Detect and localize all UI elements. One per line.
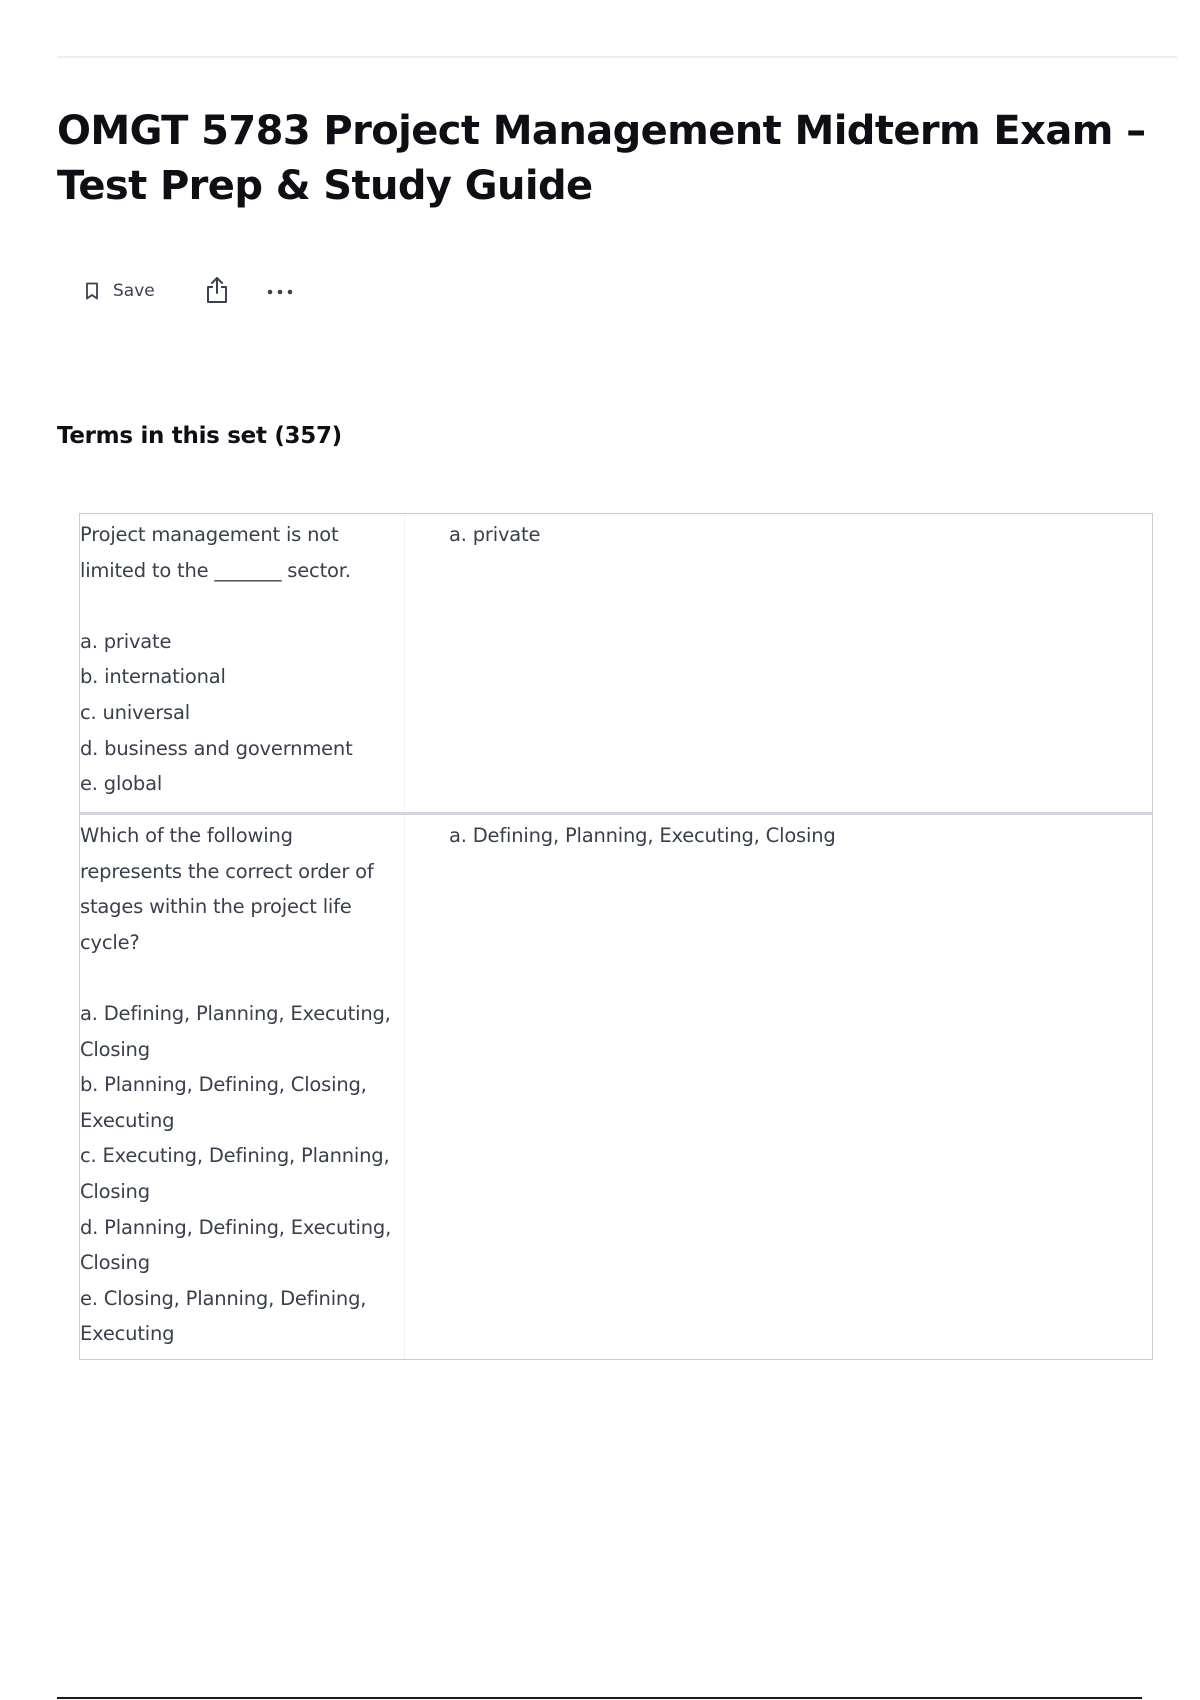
term-row	[80, 812, 1152, 1359]
terms-heading: Terms in this set (357)	[57, 423, 342, 449]
bottom-divider	[57, 1697, 1142, 1699]
term-question: Which of the following represents the correct order of stages within the project life cycle? a. Defining, Planning, Executing, Closing b. Planning, Defining, Closing, Executing c. Executing, Defining, Planning, Closing d. Planning, Defining, Executing, Closing e. Closing, Planning, Defining, Executing	[80, 815, 405, 1359]
top-divider	[57, 56, 1177, 58]
save-label: Save	[113, 281, 155, 301]
page-title: OMGT 5783 Project Management Midterm Exam – Test Prep & Study Guide	[57, 108, 1146, 209]
terms-table	[79, 513, 1153, 1360]
term-question: Project management is not limited to the _______ sector. a. private b. international c. universal d. business and government e. global	[80, 514, 405, 812]
share-button[interactable]	[203, 276, 231, 306]
more-options-button[interactable]	[265, 276, 295, 306]
share-icon	[205, 276, 229, 307]
term-row	[80, 514, 1152, 812]
action-toolbar	[84, 274, 295, 308]
bookmark-icon	[84, 282, 100, 300]
term-answer: a. Defining, Planning, Executing, Closing	[449, 824, 836, 847]
term-answer: a. private	[449, 523, 541, 546]
more-options-icon	[266, 284, 294, 299]
save-button[interactable]	[84, 281, 155, 301]
